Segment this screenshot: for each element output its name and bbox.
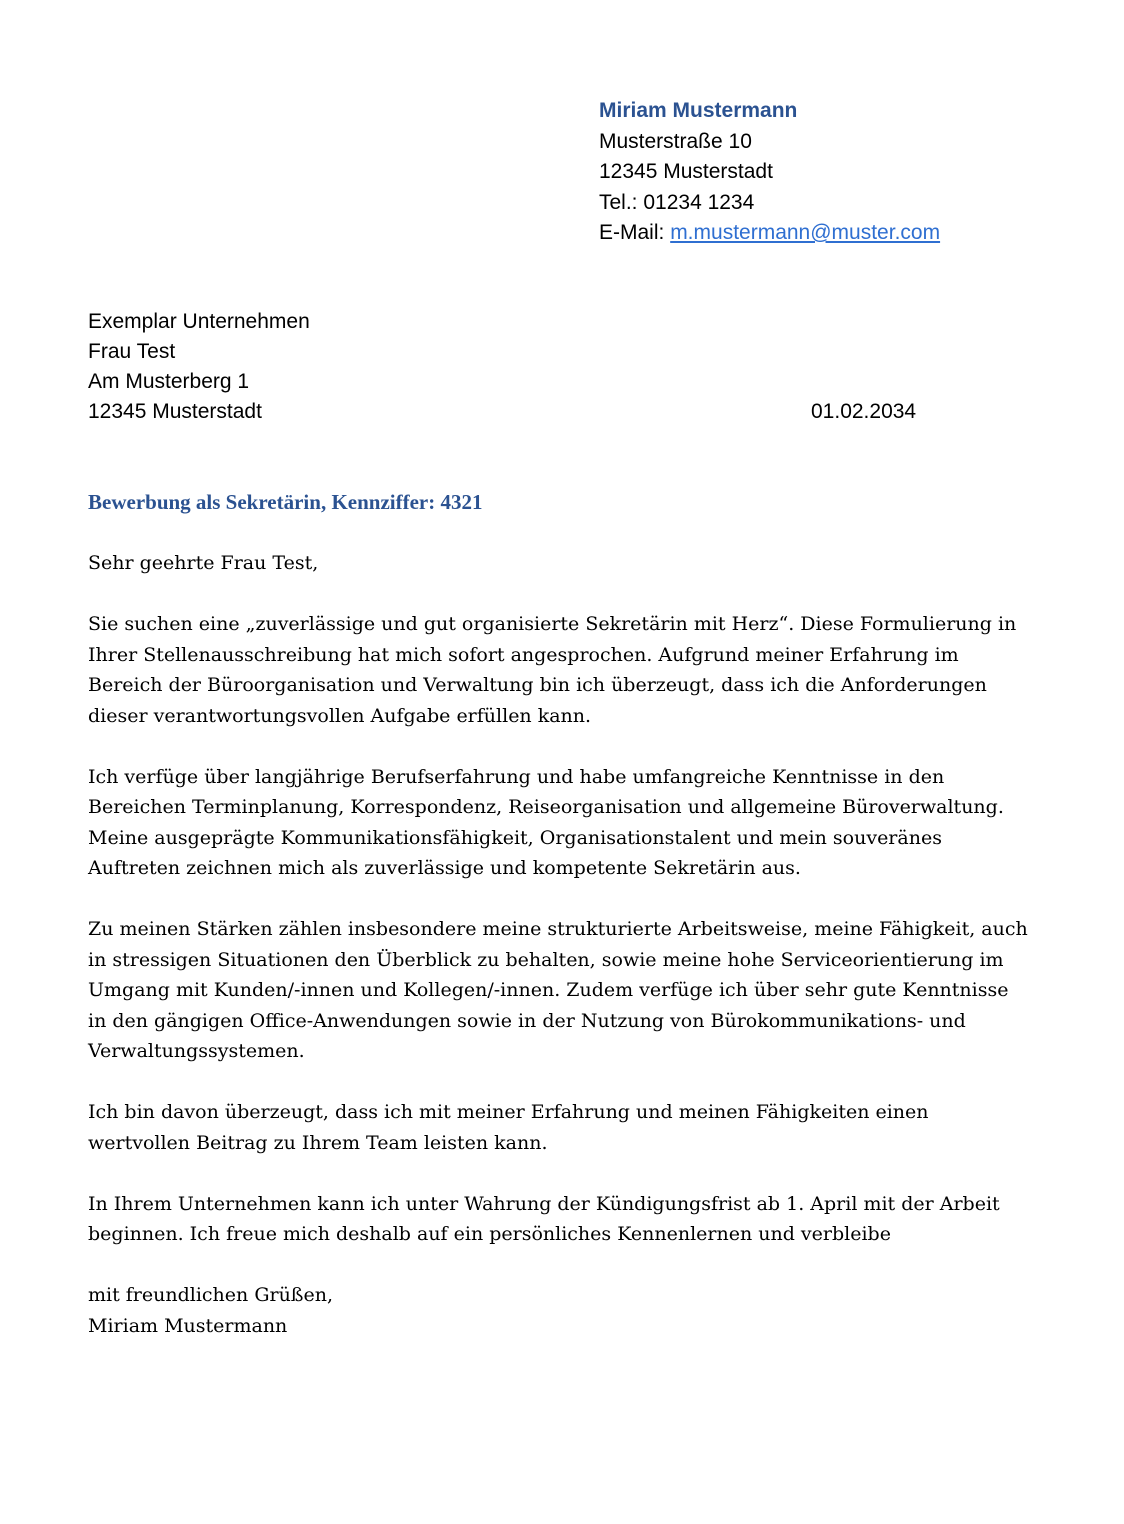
paragraph bbox=[88, 1097, 1048, 1158]
paragraph bbox=[88, 762, 1048, 884]
letter-body bbox=[88, 548, 1048, 1372]
paragraph-line: Meine ausgeprägte Kommunikationsfähigkeit, Organisationstalent und mein souveränes bbox=[88, 826, 942, 849]
sender-block bbox=[599, 96, 940, 249]
paragraph-line: Umgang mit Kunden/-innen und Kollegen/-innen. Zudem verfüge ich über sehr gute Kenntnisse bbox=[88, 979, 1009, 1001]
paragraph-line: Auftreten zeichnen mich als zuverlässige und kompetente Sekretärin aus. bbox=[88, 857, 801, 879]
sender-name: Miriam Mustermann bbox=[599, 99, 798, 122]
paragraph-line: Ihrer Stellenausschreibung hat mich sofort angesprochen. Aufgrund meiner Erfahrung im bbox=[88, 643, 959, 666]
signature-name: Miriam Mustermann bbox=[88, 1314, 288, 1337]
sender-city: 12345 Musterstadt bbox=[599, 160, 773, 183]
paragraph-line: beginnen. Ich freue mich deshalb auf ein persönliches Kennenlernen und verbleibe bbox=[88, 1223, 891, 1245]
salutation: Sehr geehrte Frau Test, bbox=[88, 552, 319, 574]
paragraph-line: Verwaltungssystemen. bbox=[88, 1040, 305, 1062]
sender-email-link[interactable]: m.mustermann@muster.com bbox=[670, 221, 941, 244]
letter-date: 01.02.2034 bbox=[811, 400, 917, 423]
paragraph-line: Ich bin davon überzeugt, dass ich mit meiner Erfahrung und meinen Fähigkeiten einen bbox=[88, 1101, 929, 1123]
sender-phone: Tel.: 01234 1234 bbox=[599, 190, 755, 214]
sender-email-line bbox=[599, 218, 940, 249]
paragraph-line: Zu meinen Stärken zählen insbesondere meine strukturierte Arbeitsweise, meine Fähigkeit, auch bbox=[88, 918, 1028, 940]
paragraph-line: Ich verfüge über langjährige Berufserfahrung und habe umfangreiche Kenntnisse in den bbox=[88, 765, 945, 788]
paragraph bbox=[88, 609, 1048, 731]
recipient-city: 12345 Musterstadt bbox=[88, 400, 262, 423]
recipient-street: Am Musterberg 1 bbox=[88, 370, 250, 393]
paragraph bbox=[88, 914, 1048, 1067]
recipient-company: Exemplar Unternehmen bbox=[88, 310, 310, 333]
paragraph-line: In Ihrem Unternehmen kann ich unter Wahrung der Kündigungsfrist ab 1. April mit der Arbeit bbox=[88, 1192, 1000, 1215]
paragraph bbox=[88, 1189, 1048, 1250]
paragraph-line: in den gängigen Office-Anwendungen sowie in der Nutzung von Bürokommunikations- und bbox=[88, 1009, 966, 1032]
paragraph-line: wertvollen Beitrag zu Ihrem Team leisten kann. bbox=[88, 1131, 548, 1154]
sender-email-label: E-Mail: bbox=[599, 221, 671, 244]
paragraph-line: Bereich der Büroorganisation und Verwaltung bin ich überzeugt, dass ich die Anforderungen bbox=[88, 674, 987, 696]
recipient-block bbox=[88, 307, 310, 427]
paragraph-line: in stressigen Situationen den Überblick zu behalten, sowie meine hohe Serviceorientierung im bbox=[88, 948, 1004, 971]
sender-street: Musterstraße 10 bbox=[599, 129, 752, 153]
closing-block bbox=[88, 1280, 1048, 1341]
closing: mit freundlichen Grüßen, bbox=[88, 1284, 334, 1306]
letter-subject: Bewerbung als Sekretärin, Kennziffer: 4321 bbox=[88, 490, 483, 514]
paragraph-line: Bereichen Terminplanung, Korrespondenz, Reiseorganisation und allgemeine Büroverwaltung. bbox=[88, 796, 1004, 818]
paragraph-line: Sie suchen eine „zuverlässige und gut organisierte Sekretärin mit Herz“. Diese Formulierung in bbox=[88, 613, 1017, 635]
recipient-person: Frau Test bbox=[88, 340, 176, 363]
paragraph-line: dieser verantwortungsvollen Aufgabe erfüllen kann. bbox=[88, 704, 592, 727]
